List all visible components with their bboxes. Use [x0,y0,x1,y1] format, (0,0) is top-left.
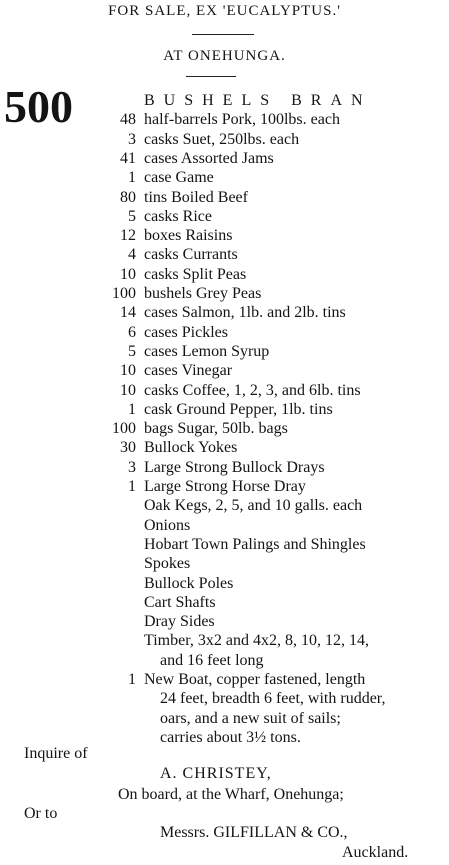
item-description: Timber, 3x2 and 4x2, 8, 10, 12, 14, [144,632,369,649]
featured-item-row [0,91,449,111]
item-description: case Game [144,169,214,186]
contact-location: On board, at the Wharf, Onehunga; [118,786,344,803]
item-description: Large Strong Horse Dray [144,478,306,495]
item-row [0,496,449,516]
firm-city: Auckland. [342,844,409,861]
item-description: Cart Shafts [144,594,216,611]
item-row [0,361,449,381]
item-description: bushels Grey Peas [144,285,262,302]
item-quantity: 12 [120,227,136,244]
item-quantity: 100 [112,420,136,437]
item-row [0,226,449,246]
item-quantity: 41 [120,150,136,167]
item-row [0,574,449,594]
item-quantity: 10 [120,382,136,399]
item-description: Large Strong Bullock Drays [144,459,325,476]
item-row [0,400,449,420]
item-row [0,342,449,362]
item-row [0,130,449,150]
item-description: carries about 3½ tons. [160,729,301,746]
item-description: Hobart Town Palings and Shingles [144,536,366,553]
or-label: Or to [24,805,58,822]
item-description: casks Split Peas [144,266,247,283]
item-row [0,284,449,304]
item-description: Spokes [144,555,191,572]
item-row [0,593,449,613]
item-row [0,651,449,671]
item-quantity: 100 [112,285,136,302]
firm-name: Messrs. GILFILLAN & CO., [160,824,348,841]
item-row [0,689,449,709]
item-description: cases Assorted Jams [144,150,274,167]
item-quantity: 5 [128,343,136,360]
item-row [0,265,449,285]
item-quantity: 6 [128,324,136,341]
item-row [0,631,449,651]
item-row [0,516,449,536]
item-description: cases Lemon Syrup [144,343,270,360]
item-row [0,245,449,265]
item-quantity: 3 [128,131,136,148]
item-description: casks Coffee, 1, 2, 3, and 6lb. tins [144,382,361,399]
contact-name: A. CHRISTEY, [160,765,272,782]
item-row [0,709,449,729]
item-quantity: 1 [128,169,136,186]
item-description: Dray Sides [144,613,215,630]
item-description: casks Suet, 250lbs. each [144,131,300,148]
item-row [0,323,449,343]
item-description: Bullock Poles [144,575,234,592]
item-description: casks Currants [144,246,238,263]
item-row [0,458,449,478]
item-description: half-barrels Pork, 100lbs. each [144,111,340,128]
featured-quantity: 500 [4,81,73,132]
item-description: cases Pickles [144,324,228,341]
item-description: New Boat, copper fastened, length [144,671,366,688]
item-description: bags Sugar, 50lb. bags [144,420,288,437]
ad-title: FOR SALE, EX 'EUCALYPTUS.' [108,3,341,19]
item-quantity: 10 [120,266,136,283]
item-quantity: 1 [128,671,136,688]
featured-item: BUSHELS BRAN [144,92,372,109]
item-description: 24 feet, breadth 6 feet, with rudder, [160,690,386,707]
item-description: oars, and a new suit of sails; [160,710,341,727]
item-quantity: 30 [120,439,136,456]
item-row [0,477,449,497]
item-row [0,168,449,188]
item-description: cask Ground Pepper, 1lb. tins [144,401,333,418]
title-rule [192,34,254,35]
item-description: cases Salmon, 1lb. and 2lb. tins [144,304,346,321]
item-description: casks Rice [144,208,212,225]
item-description: boxes Raisins [144,227,233,244]
item-description: and 16 feet long [160,652,264,669]
item-quantity: 14 [120,304,136,321]
item-row [0,670,449,690]
item-row [0,612,449,632]
item-row [0,303,449,323]
item-quantity: 1 [128,478,136,495]
location-rule [186,76,236,77]
item-row [0,149,449,169]
item-row [0,554,449,574]
item-row [0,207,449,227]
item-row [0,535,449,555]
item-row [0,188,449,208]
item-quantity: 48 [120,111,136,128]
item-quantity: 10 [120,362,136,379]
item-quantity: 4 [128,246,136,263]
item-description: Oak Kegs, 2, 5, and 10 galls. each [144,497,363,514]
item-quantity: 80 [120,189,136,206]
item-row [0,438,449,458]
item-description: Bullock Yokes [144,439,238,456]
item-quantity: 1 [128,401,136,418]
item-row [0,110,449,130]
item-description: tins Boiled Beef [144,189,248,206]
item-description: Onions [144,517,191,534]
item-row [0,419,449,439]
item-quantity: 3 [128,459,136,476]
item-quantity: 5 [128,208,136,225]
item-row [0,381,449,401]
item-description: cases Vinegar [144,362,233,379]
ad-location: AT ONEHUNGA. [163,48,286,64]
inquire-label: Inquire of [24,745,88,762]
